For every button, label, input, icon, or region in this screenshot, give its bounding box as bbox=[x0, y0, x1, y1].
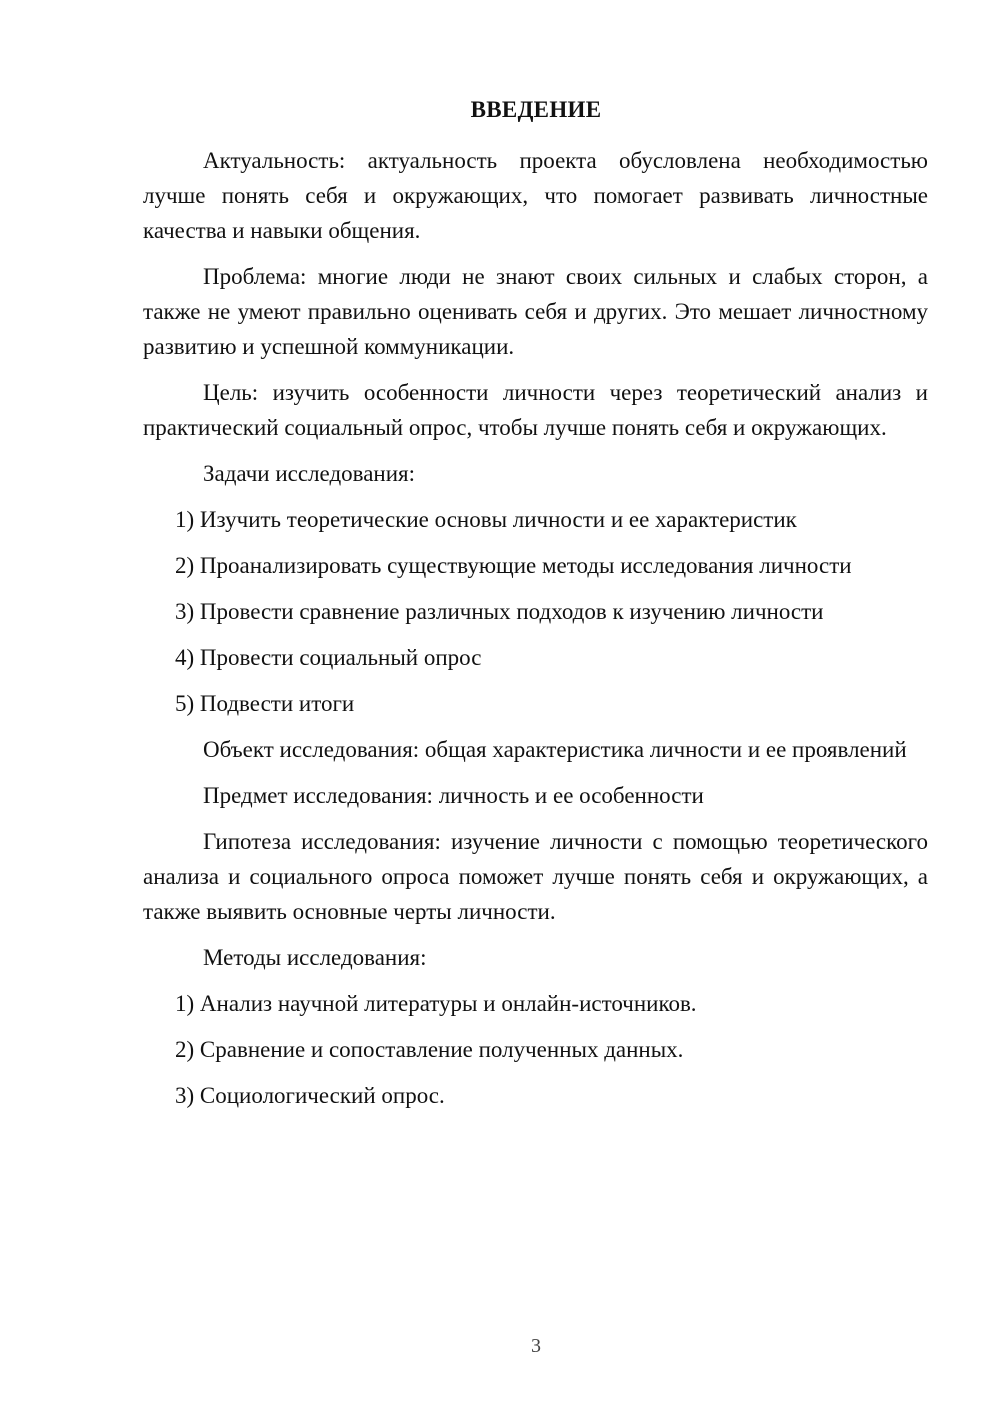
task-item-2: 2) Проанализировать существующие методы исследования личности bbox=[175, 553, 852, 578]
problem-paragraph: Проблема: многие люди не знают своих сильных и слабых сторон, а также не умеют правильно оценивать себя и других. Это мешает личностному развитию и успешной коммуникации. bbox=[143, 264, 928, 359]
goal-paragraph: Цель: изучить особенности личности через теоретический анализ и практический социальный опрос, чтобы лучше понять себя и окружающих. bbox=[143, 380, 928, 440]
method-item-1: 1) Анализ научной литературы и онлайн-источников. bbox=[175, 991, 697, 1016]
tasks-list bbox=[143, 502, 928, 721]
task-item-3: 3) Провести сравнение различных подходов к изучению личности bbox=[175, 599, 824, 624]
task-item-4: 4) Провести социальный опрос bbox=[175, 645, 482, 670]
method-item-2: 2) Сравнение и сопоставление полученных данных. bbox=[175, 1037, 684, 1062]
task-item-1: 1) Изучить теоретические основы личности и ее характеристик bbox=[175, 507, 797, 532]
object-paragraph: Объект исследования: общая характеристика личности и ее проявлений bbox=[203, 737, 907, 762]
tasks-title: Задачи исследования: bbox=[203, 461, 416, 486]
methods-title: Методы исследования: bbox=[203, 945, 427, 970]
relevance-paragraph: Актуальность: актуальность проекта обусловлена необходимостью лучше понять себя и окружающих, что помогает развивать личностные качества и навыки общения. bbox=[143, 148, 928, 243]
method-item-3: 3) Социологический опрос. bbox=[175, 1083, 445, 1108]
task-item-5: 5) Подвести итоги bbox=[175, 691, 355, 716]
subject-paragraph: Предмет исследования: личность и ее особенности bbox=[203, 783, 704, 808]
section-heading: ВВЕДЕНИЕ bbox=[470, 97, 602, 122]
page-number: 3 bbox=[531, 1335, 541, 1357]
hypothesis-paragraph: Гипотеза исследования: изучение личности с помощью теоретического анализа и социального опроса поможет лучше понять себя и окружающих, а также выявить основные черты личности. bbox=[143, 829, 928, 924]
methods-list bbox=[143, 986, 928, 1113]
document-body bbox=[143, 143, 928, 1124]
